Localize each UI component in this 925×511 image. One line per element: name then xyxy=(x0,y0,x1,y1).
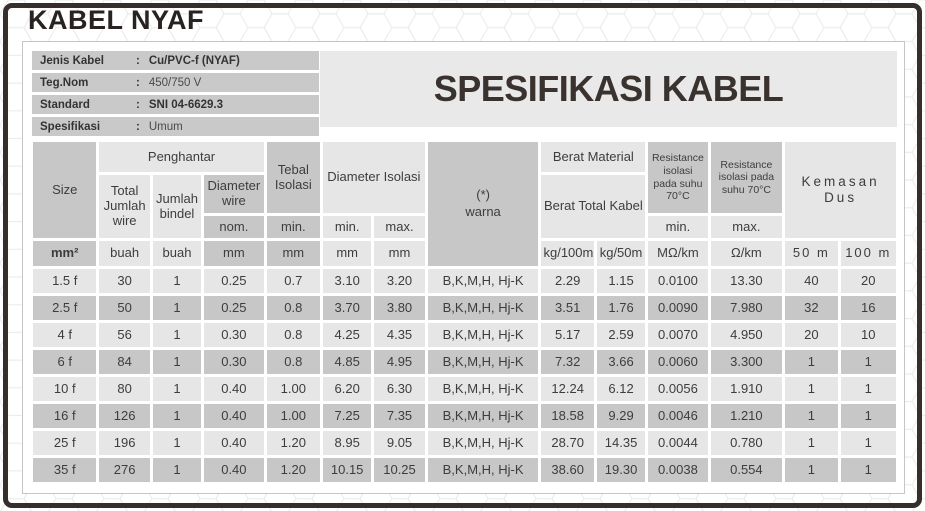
table-cell: 0.0060 xyxy=(648,350,707,374)
info-row-teg-nom xyxy=(32,73,319,92)
unit-diameter-wire: mm xyxy=(204,241,263,266)
table-cell: 6 f xyxy=(33,350,96,374)
info-label: Teg.Nom xyxy=(40,76,89,89)
table-cell: 0.8 xyxy=(267,323,320,347)
table-cell: B,K,M,H, Hj-K xyxy=(428,458,539,482)
col-group-penghantar: Penghantar xyxy=(99,142,263,172)
col-header-resistance-min: Resistance isolasi pada suhu 70°C xyxy=(648,142,707,213)
table-cell: 0.0056 xyxy=(648,377,707,401)
table-cell: B,K,M,H, Hj-K xyxy=(428,377,539,401)
table-cell: 38.60 xyxy=(541,458,593,482)
info-value: Cu/PVC-f (NYAF) xyxy=(148,54,240,67)
table-cell: 3.66 xyxy=(597,350,645,374)
col-header-warna xyxy=(428,142,539,266)
table-cell: 1 xyxy=(785,431,837,455)
table-cell: 1.5 f xyxy=(33,269,96,293)
col-header-resistance-max: Resistance isolasi pada suhu 70°C xyxy=(711,142,783,213)
table-cell: 0.0090 xyxy=(648,296,707,320)
unit-res-max: Ω/km xyxy=(711,241,783,266)
info-row-spesifikasi xyxy=(32,117,319,136)
content-panel xyxy=(22,41,905,494)
table-cell: 4 f xyxy=(33,323,96,347)
table-cell: 276 xyxy=(99,458,149,482)
info-separator: : xyxy=(136,120,140,133)
table-cell: B,K,M,H, Hj-K xyxy=(428,431,539,455)
info-value: SNI 04-6629.3 xyxy=(148,98,224,111)
table-cell: 0.7 xyxy=(267,269,320,293)
info-value: Umum xyxy=(148,120,183,133)
table-cell: 0.0046 xyxy=(648,404,707,428)
cable-info-box xyxy=(32,51,319,139)
unit-kg100: kg/100m xyxy=(541,241,593,266)
table-body xyxy=(33,269,896,482)
info-row-jenis-kabel xyxy=(32,51,319,70)
table-cell: 7.32 xyxy=(541,350,593,374)
specification-table xyxy=(30,139,899,485)
unit-kg50: kg/50m xyxy=(597,241,645,266)
section-title-box xyxy=(320,51,897,127)
table-cell: 13.30 xyxy=(711,269,783,293)
unit-total-wire: buah xyxy=(99,241,149,266)
table-cell: 0.40 xyxy=(204,431,263,455)
table-cell: 35 f xyxy=(33,458,96,482)
table-cell: 0.25 xyxy=(204,296,263,320)
table-cell: 14.35 xyxy=(597,431,645,455)
table-cell: 1.20 xyxy=(267,458,320,482)
table-cell: 1.00 xyxy=(267,404,320,428)
unit-res-min: MΩ/km xyxy=(648,241,707,266)
table-cell: 16 f xyxy=(33,404,96,428)
table-cell: 4.35 xyxy=(374,323,424,347)
table-cell: 3.300 xyxy=(711,350,783,374)
table-cell: 4.950 xyxy=(711,323,783,347)
table-cell: 10 xyxy=(841,323,896,347)
table-cell: 1.15 xyxy=(597,269,645,293)
table-cell: B,K,M,H, Hj-K xyxy=(428,323,539,347)
table-cell: 1 xyxy=(841,431,896,455)
table-cell: 0.0038 xyxy=(648,458,707,482)
table-row xyxy=(33,296,896,320)
table-cell: 84 xyxy=(99,350,149,374)
table-cell: 7.980 xyxy=(711,296,783,320)
table-cell: 56 xyxy=(99,323,149,347)
table-cell: 2.59 xyxy=(597,323,645,347)
col-header-total-jumlah-wire: Total Jumlah wire xyxy=(99,175,149,238)
table-cell: 1 xyxy=(153,269,201,293)
table-cell: 0.8 xyxy=(267,350,320,374)
subheader-nom: nom. xyxy=(204,216,263,238)
table-cell: 10 f xyxy=(33,377,96,401)
table-cell: 1.20 xyxy=(267,431,320,455)
table-cell: 1.00 xyxy=(267,377,320,401)
info-value: 450/750 V xyxy=(148,76,202,89)
table-cell: 1 xyxy=(153,323,201,347)
table-cell: 4.25 xyxy=(323,323,371,347)
table-cell: 9.29 xyxy=(597,404,645,428)
table-cell: B,K,M,H, Hj-K xyxy=(428,269,539,293)
table-cell: 0.0100 xyxy=(648,269,707,293)
unit-size: mm² xyxy=(33,241,96,266)
table-row xyxy=(33,350,896,374)
table-cell: 0.554 xyxy=(711,458,783,482)
table-cell: 1.910 xyxy=(711,377,783,401)
warna-asterisk: (*) xyxy=(476,187,490,203)
table-cell: 12.24 xyxy=(541,377,593,401)
table-cell: 7.35 xyxy=(374,404,424,428)
table-cell: 7.25 xyxy=(323,404,371,428)
table-cell: 0.0070 xyxy=(648,323,707,347)
table-cell: 196 xyxy=(99,431,149,455)
table-cell: 1.210 xyxy=(711,404,783,428)
col-group-berat-material: Berat Material xyxy=(541,142,645,172)
subheader-dia-min: min. xyxy=(323,216,371,238)
unit-bindel: buah xyxy=(153,241,201,266)
page-title: KABEL NYAF xyxy=(28,5,205,35)
table-cell: 80 xyxy=(99,377,149,401)
info-label: Spesifikasi xyxy=(40,120,101,133)
table-cell: 20 xyxy=(785,323,837,347)
table-cell: 20 xyxy=(841,269,896,293)
info-row-standard xyxy=(32,95,319,114)
table-cell: B,K,M,H, Hj-K xyxy=(428,296,539,320)
subheader-res-min: min. xyxy=(648,216,707,238)
info-label: Jenis Kabel xyxy=(40,54,104,67)
table-cell: 0.25 xyxy=(204,269,263,293)
table-cell: 3.80 xyxy=(374,296,424,320)
table-cell: 25 f xyxy=(33,431,96,455)
col-header-diameter-wire: Diameter wire xyxy=(204,175,263,213)
unit-tebal: mm xyxy=(267,241,320,266)
table-cell: 32 xyxy=(785,296,837,320)
info-separator: : xyxy=(136,98,140,111)
col-group-diameter-isolasi: Diameter Isolasi xyxy=(323,142,425,213)
col-group-kemasan-dus: Kemasan Dus xyxy=(785,142,896,238)
table-cell: B,K,M,H, Hj-K xyxy=(428,350,539,374)
subheader-dia-max: max. xyxy=(374,216,424,238)
table-cell: 1 xyxy=(841,404,896,428)
table-cell: 19.30 xyxy=(597,458,645,482)
table-row xyxy=(33,458,896,482)
table-cell: 1 xyxy=(785,458,837,482)
table-row xyxy=(33,269,896,293)
table-cell: 1 xyxy=(153,350,201,374)
unit-dus-100: 100 m xyxy=(841,241,896,266)
table-cell: 0.40 xyxy=(204,404,263,428)
table-cell: 0.780 xyxy=(711,431,783,455)
table-cell: 16 xyxy=(841,296,896,320)
table-row xyxy=(33,431,896,455)
warna-label: warna xyxy=(465,204,501,219)
table-cell: 4.85 xyxy=(323,350,371,374)
table-cell: 1 xyxy=(785,377,837,401)
table-cell: 0.30 xyxy=(204,350,263,374)
table-cell: 40 xyxy=(785,269,837,293)
table-cell: 5.17 xyxy=(541,323,593,347)
col-header-jumlah-bindel: Jumlah bindel xyxy=(153,175,201,238)
table-cell: 1 xyxy=(153,404,201,428)
table-cell: 1 xyxy=(785,404,837,428)
table-cell: 4.95 xyxy=(374,350,424,374)
info-label: Standard xyxy=(40,98,90,111)
info-separator: : xyxy=(136,76,140,89)
table-row xyxy=(33,323,896,347)
table-cell: 3.10 xyxy=(323,269,371,293)
table-cell: 10.25 xyxy=(374,458,424,482)
table-cell: 126 xyxy=(99,404,149,428)
table-cell: 1 xyxy=(153,431,201,455)
table-cell: 1 xyxy=(841,458,896,482)
info-separator: : xyxy=(136,54,140,67)
table-cell: 30 xyxy=(99,269,149,293)
table-cell: 0.40 xyxy=(204,377,263,401)
table-cell: 28.70 xyxy=(541,431,593,455)
table-cell: 1 xyxy=(785,350,837,374)
table-cell: 0.30 xyxy=(204,323,263,347)
table-row xyxy=(33,377,896,401)
col-header-tebal-isolasi: Tebal Isolasi xyxy=(267,142,320,213)
table-cell: 6.12 xyxy=(597,377,645,401)
unit-dia-max: mm xyxy=(374,241,424,266)
table-cell: 10.15 xyxy=(323,458,371,482)
table-cell: 9.05 xyxy=(374,431,424,455)
table-cell: 1 xyxy=(153,377,201,401)
table-cell: 3.20 xyxy=(374,269,424,293)
col-header-size: Size xyxy=(33,142,96,238)
table-row xyxy=(33,404,896,428)
table-cell: 0.8 xyxy=(267,296,320,320)
table-cell: 1 xyxy=(153,296,201,320)
unit-dus-50: 50 m xyxy=(785,241,837,266)
table-cell: 8.95 xyxy=(323,431,371,455)
table-cell: 3.70 xyxy=(323,296,371,320)
table-cell: 1.76 xyxy=(597,296,645,320)
subheader-tebal-min: min. xyxy=(267,216,320,238)
table-cell: 6.30 xyxy=(374,377,424,401)
table-cell: 0.0044 xyxy=(648,431,707,455)
subheader-res-max: max. xyxy=(711,216,783,238)
table-cell: 6.20 xyxy=(323,377,371,401)
table-cell: 3.51 xyxy=(541,296,593,320)
specification-table-wrap xyxy=(30,139,899,485)
table-cell: 1 xyxy=(841,350,896,374)
unit-dia-min: mm xyxy=(323,241,371,266)
table-cell: 1 xyxy=(153,458,201,482)
section-title: SPESIFIKASI KABEL xyxy=(433,68,784,109)
table-cell: 2.29 xyxy=(541,269,593,293)
table-cell: 2.5 f xyxy=(33,296,96,320)
table-cell: B,K,M,H, Hj-K xyxy=(428,404,539,428)
table-cell: 1 xyxy=(841,377,896,401)
table-cell: 50 xyxy=(99,296,149,320)
table-cell: 0.40 xyxy=(204,458,263,482)
table-cell: 18.58 xyxy=(541,404,593,428)
col-header-berat-total-kabel: Berat Total Kabel xyxy=(541,175,645,238)
